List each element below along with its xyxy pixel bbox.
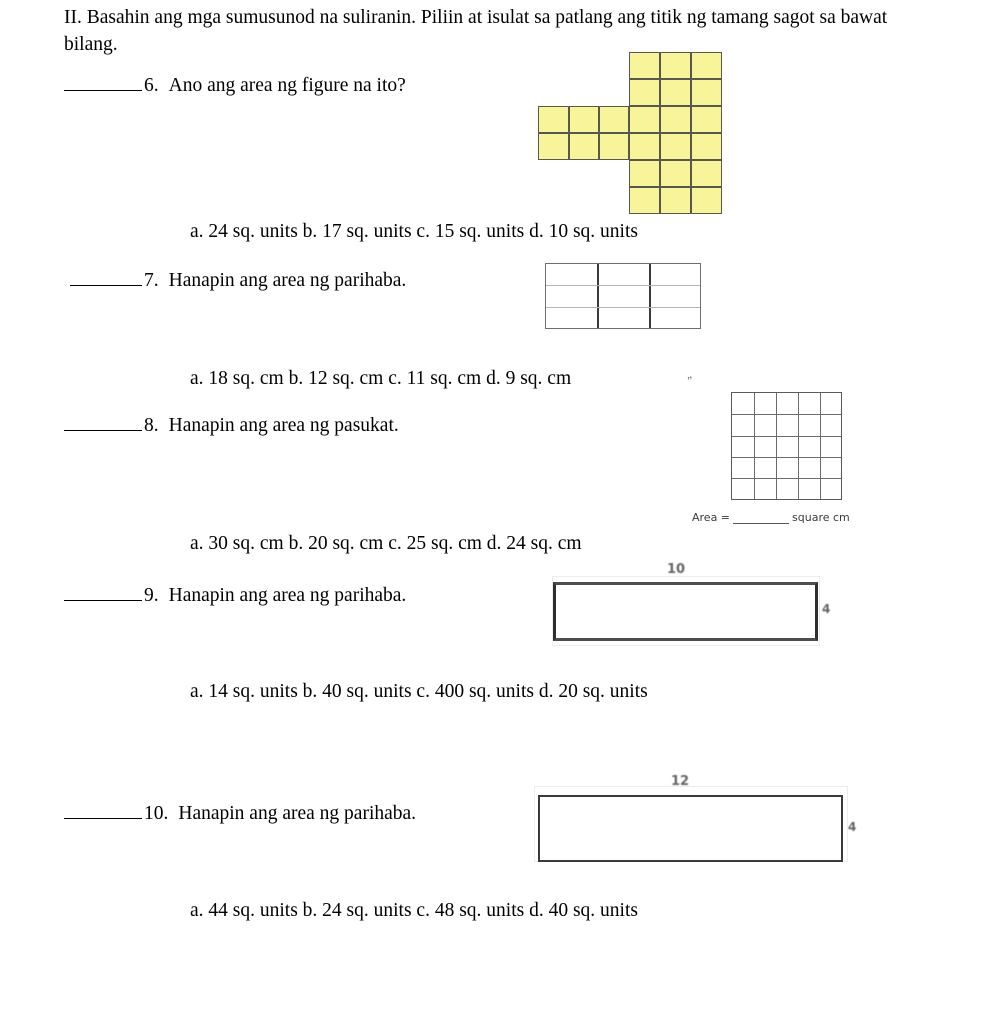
answer-blank-8[interactable] bbox=[64, 415, 142, 431]
grid-line-vertical bbox=[649, 264, 651, 328]
answer-blank-7[interactable] bbox=[70, 270, 142, 286]
question-9-line bbox=[64, 584, 406, 608]
grid-line-horizontal bbox=[732, 478, 841, 479]
question-8-line bbox=[64, 414, 399, 438]
question-8-choices[interactable]: a. 30 sq. cm b. 20 sq. cm c. 25 sq. cm d. 24 sq. cm bbox=[190, 533, 582, 554]
polyomino-cell bbox=[660, 160, 691, 187]
polyomino-cell bbox=[691, 79, 722, 106]
grid-line-horizontal bbox=[732, 457, 841, 458]
figure-polyomino-q6 bbox=[538, 52, 738, 212]
figure-grid-q8 bbox=[731, 392, 842, 500]
caption-prefix-label: Area = bbox=[692, 511, 731, 524]
grid-line-horizontal bbox=[546, 307, 700, 308]
question-9-choices[interactable]: a. 14 sq. units b. 40 sq. units c. 400 sq. units d. 20 sq. units bbox=[190, 681, 648, 702]
polyomino-cell bbox=[629, 160, 660, 187]
polyomino-cell bbox=[599, 133, 629, 160]
polyomino-cell bbox=[660, 187, 691, 214]
rectangle-top-dimension-label: 10 bbox=[667, 562, 686, 577]
question-7-choices[interactable]: a. 18 sq. cm b. 12 sq. cm c. 11 sq. cm d. 9 sq. cm bbox=[190, 368, 572, 389]
figure-caption-q8 bbox=[692, 511, 850, 524]
figure-rectangle-q10 bbox=[532, 770, 872, 870]
question-10-line bbox=[64, 802, 416, 826]
caption-answer-blank[interactable] bbox=[733, 512, 789, 524]
grid-line-horizontal bbox=[546, 285, 700, 286]
polyomino-cell bbox=[660, 52, 691, 79]
polyomino-cell bbox=[629, 52, 660, 79]
polyomino-cell bbox=[691, 160, 722, 187]
polyomino-cell bbox=[629, 79, 660, 106]
figure-grid-q7 bbox=[545, 263, 701, 329]
question-9-text: Hanapin ang area ng parihaba. bbox=[168, 585, 407, 606]
question-10-choices[interactable]: a. 44 sq. units b. 24 sq. units c. 48 sq. units d. 40 sq. units bbox=[190, 900, 638, 921]
polyomino-cell bbox=[691, 133, 722, 160]
stray-mark: ” bbox=[686, 374, 695, 388]
grid-line-horizontal bbox=[732, 414, 841, 415]
rectangle-side-dimension-label: 4 bbox=[822, 602, 831, 616]
polyomino-cell bbox=[691, 187, 722, 214]
question-6-line bbox=[64, 74, 406, 98]
question-9-number: 9. bbox=[144, 585, 159, 606]
question-8-text: Hanapin ang area ng pasukat. bbox=[168, 415, 399, 436]
polyomino-cell bbox=[691, 106, 722, 133]
rectangle-shape bbox=[553, 582, 818, 641]
question-10-number: 10. bbox=[144, 803, 169, 824]
answer-blank-10[interactable] bbox=[64, 803, 142, 819]
polyomino-cell bbox=[538, 106, 569, 133]
rectangle-shape bbox=[538, 795, 843, 862]
polyomino-cell bbox=[691, 52, 722, 79]
polyomino-cell bbox=[660, 106, 691, 133]
question-6-number: 6. bbox=[144, 75, 159, 96]
question-8-number: 8. bbox=[144, 415, 159, 436]
polyomino-cell bbox=[629, 187, 660, 214]
grid-line-vertical bbox=[820, 393, 821, 499]
question-6-choices[interactable]: a. 24 sq. units b. 17 sq. units c. 15 sq. units d. 10 sq. units bbox=[190, 221, 638, 242]
grid-line-vertical bbox=[597, 264, 599, 328]
polyomino-cell bbox=[629, 106, 660, 133]
polyomino-cell bbox=[569, 133, 599, 160]
question-7-number: 7. bbox=[144, 270, 159, 291]
polyomino-cell bbox=[629, 133, 660, 160]
polyomino-cell bbox=[538, 133, 569, 160]
grid-line-vertical bbox=[776, 393, 777, 499]
caption-suffix-label: square cm bbox=[792, 511, 850, 524]
rectangle-side-dimension-label: 4 bbox=[848, 820, 857, 834]
answer-blank-6[interactable] bbox=[64, 75, 142, 91]
question-10-text: Hanapin ang area ng parihaba. bbox=[178, 803, 417, 824]
polyomino-cell bbox=[660, 79, 691, 106]
grid-line-horizontal bbox=[732, 436, 841, 437]
polyomino-cell bbox=[569, 106, 599, 133]
grid-line-vertical bbox=[798, 393, 799, 499]
rectangle-top-dimension-label: 12 bbox=[671, 774, 690, 789]
question-7-text: Hanapin ang area ng parihaba. bbox=[168, 270, 407, 291]
polyomino-cell bbox=[599, 106, 629, 133]
figure-rectangle-q9 bbox=[548, 562, 848, 652]
answer-blank-9[interactable] bbox=[64, 585, 142, 601]
question-6-text: Ano ang area ng figure na ito? bbox=[168, 75, 406, 96]
polyomino-cell bbox=[660, 133, 691, 160]
instructions-paragraph: II. Basahin ang mga sumusunod na suliranin. Piliin at isulat sa patlang ang titik ng tamang sagot sa bawat bilang. bbox=[64, 7, 888, 55]
question-7-line bbox=[70, 269, 406, 293]
grid-line-vertical bbox=[754, 393, 755, 499]
